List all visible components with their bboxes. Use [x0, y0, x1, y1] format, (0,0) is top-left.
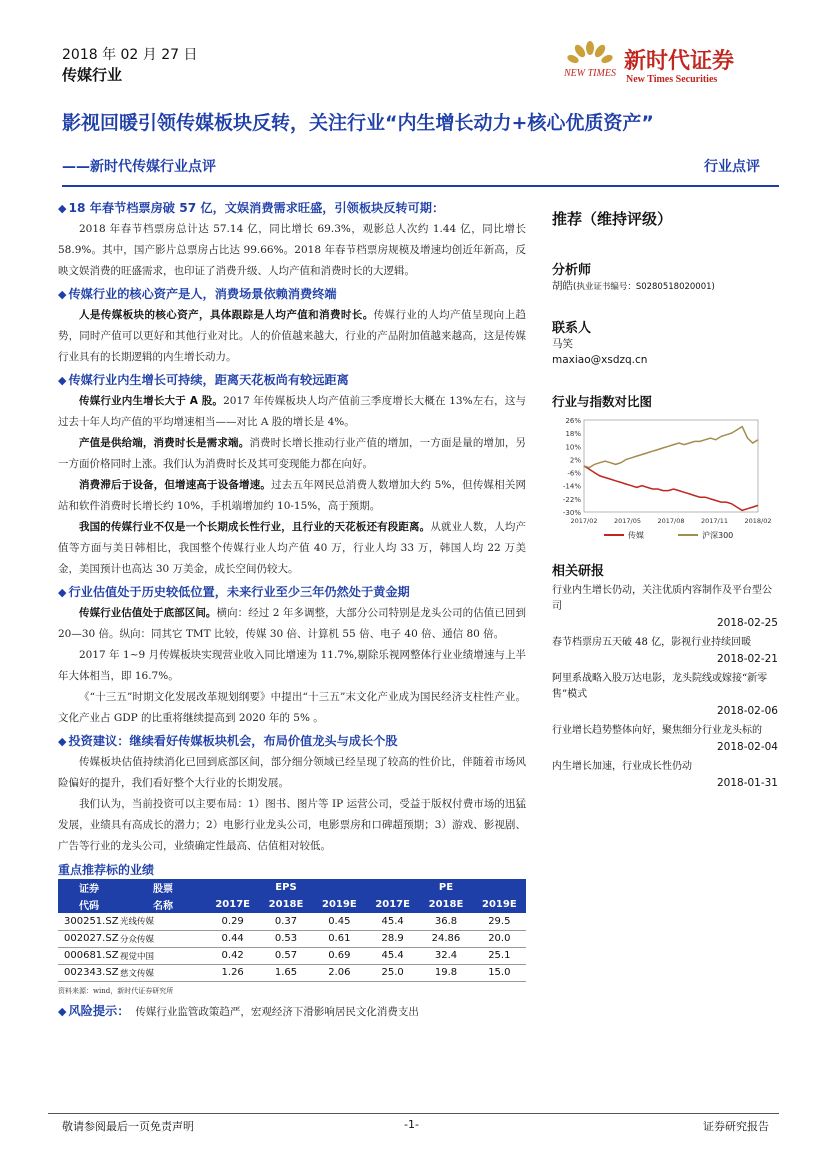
th-pe-2017: 2017E — [375, 899, 410, 910]
y-tick-label: 26% — [565, 417, 581, 425]
section-heading: 18 年春节档票房破 57 亿，文娱消费需求旺盛，引领板块反转可期： — [68, 201, 445, 215]
th-eps: EPS — [275, 882, 297, 893]
paragraph-text: 传媒板块估值持续消化已回到底部区间，部分细分领域已经呈现了较高的性价比，伴随着市场风险偏好的提升，我们看好整个大行业的长期发展。 — [58, 756, 526, 789]
paragraph-text: 过去五年网民总消费人数增加大约 5%，但传媒相关网站和软件消费时长增长约 10%，手机端增加约 10-15%，高于预期。 — [58, 479, 526, 512]
new-times-logo-icon — [560, 40, 620, 92]
section-paragraph — [58, 517, 526, 580]
table-cell: 0.42 — [206, 947, 259, 964]
stock-name: 慈文传媒 — [120, 964, 206, 981]
recommendation-table — [58, 879, 526, 982]
table-cell: 2.06 — [313, 964, 366, 981]
page-number: -1- — [404, 1118, 419, 1131]
paragraph-text: 2017 年 1~9 月传媒板块实现营业收入同比增速为 11.7%,剔除乐视网整体行业业绩增速与上半年大体相当，即 16.7%。 — [58, 649, 526, 682]
section-heading: 投资建议：继续看好传媒板块机会，布局价值龙头与成长个股 — [68, 734, 398, 748]
table-cell: 45.4 — [366, 913, 419, 930]
section-heading-line — [58, 731, 526, 752]
table-cell: 28.9 — [366, 930, 419, 947]
table-row — [58, 913, 526, 930]
series-line-media — [584, 466, 758, 510]
th-pe-2019: 2019E — [481, 899, 517, 910]
table-cell: 0.37 — [259, 913, 312, 930]
diamond-icon: ◆ — [58, 586, 67, 599]
risk-heading: 风险提示： — [68, 1003, 130, 1018]
table-cell: 15.0 — [473, 964, 526, 981]
stock-code: 002027.SZ — [58, 930, 120, 947]
footer-disclaimer[interactable]: 敬请参阅最后一页免责声明 — [62, 1120, 194, 1133]
research-date: 2018-02-21 — [716, 653, 778, 665]
research-list — [552, 583, 778, 791]
y-tick-label: -6% — [567, 469, 581, 478]
y-tick-label: 18% — [565, 430, 581, 439]
paragraph-text: 2018 年春节档票房总计达 57.14 亿，同比增长 69.3%，观影总人次约 1.44 亿，同比增长 58.9%。其中，国产影片总票房占比达 99.66%。2018 年春节档票房规模及增速均创近年新高，反映文娱消费的旺盛需求，也印证了消费升级、人均产值和消费时长的大逻辑。 — [58, 223, 526, 277]
y-tick-label: -14% — [562, 482, 581, 491]
report-subtitle: ——新时代传媒行业点评 — [62, 159, 216, 175]
footer-divider — [48, 1113, 779, 1114]
th-code-top: 证券 — [79, 884, 99, 895]
th-name: 名称 — [153, 901, 173, 912]
research-date: 2018-01-31 — [716, 777, 778, 789]
diamond-icon: ◆ — [58, 202, 67, 215]
x-tick-label: 2018/02 — [744, 517, 772, 525]
document-type: 行业点评 — [704, 159, 760, 175]
table-cell: 24.86 — [419, 930, 472, 947]
section-paragraph — [58, 794, 526, 857]
paragraph-text: 从就业人数，人均产值等方面与美日韩相比，我国整个传媒行业人均产值 40 万，行业人均 33 万，韩国人均 22 万美金，美国预计也高达 30 万美金，成长空间仍较大。 — [58, 521, 526, 575]
research-date: 2018-02-04 — [716, 741, 778, 753]
table-row — [58, 947, 526, 964]
table-cell: 32.4 — [419, 947, 472, 964]
paragraph-text: 消费时长增长推动行业产值的增加，一方面是量的增加，另一方面价格同时上涨。我们认为消费时长及其可变现能力都在向好。 — [58, 437, 527, 470]
chart-title: 行业与指数对比图 — [552, 394, 653, 409]
logo-chinese-name: 新时代证券 — [624, 48, 735, 74]
research-title[interactable]: 行业增长趋势整体向好，聚焦细分行业龙头标的 — [552, 725, 762, 736]
table-cell: 0.61 — [313, 930, 366, 947]
x-tick-label: 2017/11 — [700, 517, 729, 525]
analyst-heading: 分析师 — [552, 263, 592, 278]
x-tick-label: 2017/05 — [613, 517, 642, 525]
research-title[interactable]: 内生增长加速，行业成长性仍动 — [552, 761, 692, 772]
section-heading: 传媒行业的核心资产是人，消费场景依赖消费终端 — [68, 287, 337, 301]
section-heading-line — [58, 370, 526, 391]
contact-email[interactable]: maxiao@xsdzq.cn — [552, 354, 648, 366]
stock-name: 分众传媒 — [120, 930, 206, 947]
paragraph-lead: 传媒行业内生增长大于 A 股。 — [79, 395, 224, 407]
table-cell: 0.69 — [313, 947, 366, 964]
th-name-top: 股票 — [153, 884, 173, 895]
stock-name: 光线传媒 — [120, 913, 206, 930]
table-cell: 25.0 — [366, 964, 419, 981]
section-paragraph — [58, 645, 526, 687]
paragraph-lead: 传媒行业估值处于底部区间。 — [79, 607, 217, 619]
table-cell: 0.29 — [206, 913, 259, 930]
analyst-info — [552, 278, 778, 295]
paragraph-text: 传媒行业的人均产值呈现向上趋势，同时产值可以更好和其他行业对比。人的价值越来越大，行业的产品附加值越来越高，这是传媒行业具有的长期逻辑的内生增长动力。 — [58, 309, 527, 363]
table-cell: 0.44 — [206, 930, 259, 947]
legend-label: 沪深300 — [702, 531, 734, 540]
main-content — [58, 196, 526, 1022]
table-cell: 36.8 — [419, 913, 472, 930]
table-cell: 0.53 — [259, 930, 312, 947]
logo-english-name: New Times Securities — [626, 74, 718, 85]
analyst-cert: (执业证书编号：S0280518020001) — [573, 282, 715, 292]
table-cell: 1.26 — [206, 964, 259, 981]
research-date: 2018-02-25 — [716, 617, 778, 629]
section-heading-line — [58, 582, 526, 603]
stock-name: 视觉中国 — [120, 947, 206, 964]
report-title: 影视回暖引领传媒板块反转，关注行业“内生增长动力+核心优质资产” — [62, 112, 654, 134]
risk-heading-line — [58, 1001, 526, 1022]
sections-container — [58, 198, 526, 857]
paragraph-lead: 消费滞后于设备，但增速高于设备增速。 — [79, 479, 272, 491]
section-heading: 传媒行业内生增长可持续，距离天花板尚有较远距离 — [68, 373, 349, 387]
table-cell: 0.57 — [259, 947, 312, 964]
th-pe: PE — [438, 882, 454, 893]
research-heading: 相关研报 — [552, 564, 605, 579]
y-tick-label: -30% — [562, 509, 581, 517]
section-paragraph — [58, 433, 526, 475]
diamond-icon: ◆ — [58, 1004, 67, 1018]
sector-label: 传媒行业 — [62, 66, 123, 84]
sidebar — [552, 196, 778, 793]
x-tick-label: 2017/08 — [657, 517, 685, 525]
table-cell: 20.0 — [473, 930, 526, 947]
contact-heading: 联系人 — [552, 321, 592, 336]
footer-report-type: 证券研究报告 — [703, 1120, 769, 1133]
stock-code: 000681.SZ — [58, 947, 120, 964]
th-eps-2019: 2019E — [321, 899, 357, 910]
report-date: 2018 年 02 月 27 日 — [62, 47, 198, 63]
diamond-icon: ◆ — [58, 735, 67, 748]
research-title[interactable]: 阿里系战略入股万达电影，龙头院线或嫁接“新零售”模式 — [552, 673, 768, 700]
company-logo — [560, 40, 770, 92]
section-paragraph — [58, 305, 526, 368]
research-title[interactable]: 行业内生增长仍动，关注优质内容制作及平台型公司 — [552, 585, 772, 612]
section-paragraph — [58, 687, 526, 729]
research-title[interactable]: 春节档票房五天破 48 亿，影视行业持续回暖 — [552, 637, 752, 648]
section-heading-line — [58, 284, 526, 305]
table-row — [58, 930, 526, 947]
diamond-icon: ◆ — [58, 374, 67, 387]
section-heading-line — [58, 198, 526, 219]
rating: 推荐（维持评级） — [552, 210, 673, 228]
section-paragraph — [58, 391, 526, 433]
table-body — [58, 913, 526, 981]
table-cell: 29.5 — [473, 913, 526, 930]
paragraph-text: 横向：经过 2 年多调整，大部分公司特别是龙头公司的估值已回到 20—30 倍。纵向：同其它 TMT 比较，传媒 30 倍、计算机 55 倍、电子 40 倍、通信 80 倍。 — [58, 607, 527, 640]
x-tick-label: 2017/02 — [570, 517, 598, 525]
th-code: 代码 — [79, 901, 99, 912]
section-heading: 行业估值处于历史较低位置，未来行业至少三年仍然处于黄金期 — [68, 585, 410, 599]
table-source: 资料来源：wind，新时代证券研究所 — [58, 986, 174, 995]
section-paragraph — [58, 219, 526, 282]
risk-text: 传媒行业监管政策趋严，宏观经济下滑影响居民文化消费支出 — [135, 1005, 419, 1018]
paragraph-text: 2017 年传媒板块人均产值前三季度增长大概在 13%左右，这与过去十年人均产值的平均增速相当——对比 A 股的增长是 4%。 — [58, 395, 527, 428]
y-tick-label: -22% — [562, 495, 581, 504]
header-divider — [62, 185, 779, 187]
section-paragraph — [58, 603, 526, 645]
plot-frame — [584, 420, 758, 512]
y-tick-label: 10% — [565, 443, 581, 452]
th-eps-2017: 2017E — [215, 899, 250, 910]
table-cell: 45.4 — [366, 947, 419, 964]
stock-code: 300251.SZ — [58, 913, 120, 930]
comparison-chart — [552, 416, 778, 544]
th-eps-2018: 2018E — [268, 899, 304, 910]
section-paragraph — [58, 752, 526, 794]
table-row — [58, 964, 526, 981]
contact-name: 马笑 — [552, 338, 573, 350]
stock-code: 002343.SZ — [58, 964, 120, 981]
paragraph-text: 《“十三五”时期文化发展改革规划纲要》中提出“十三五”末文化产业成为国民经济支柱性产业。文化产业占 GDP 的比重将继续提高到 2020 年的 5% 。 — [58, 691, 526, 724]
table-cell: 1.65 — [259, 964, 312, 981]
paragraph-lead: 人是传媒板块的核心资产，具体跟踪是人均产值和消费时长。 — [79, 309, 374, 321]
table-cell: 19.8 — [419, 964, 472, 981]
series-line-hs300 — [584, 427, 758, 468]
analyst-name: 胡皓 — [552, 280, 573, 292]
legend-label: 传媒 — [628, 531, 644, 540]
table-cell: 25.1 — [473, 947, 526, 964]
paragraph-lead: 产值是供给端，消费时长是需求端。 — [79, 437, 250, 449]
research-date: 2018-02-06 — [716, 705, 778, 717]
diamond-icon: ◆ — [58, 288, 67, 301]
th-pe-2018: 2018E — [428, 899, 464, 910]
table-cell: 0.45 — [313, 913, 366, 930]
section-paragraph — [58, 475, 526, 517]
y-tick-label: 2% — [569, 456, 581, 465]
paragraph-text: 我们认为，当前投资可以主要布局：1）图书、图片等 IP 运营公司，受益于版权付费市场的迅猛发展，业绩具有高成长的潜力；2）电影行业龙头公司，电影票房和口碑超预期；3）游戏、影视剧、广告等行业的龙头公司，业绩确定性最高、估值相对较低。 — [58, 798, 526, 852]
table-title: 重点推荐标的业绩 — [58, 863, 155, 877]
logo-mark-text: NEW TIMES — [564, 68, 616, 79]
paragraph-lead: 我国的传媒行业不仅是一个长期成长性行业，且行业的天花板还有段距离。 — [79, 521, 431, 533]
